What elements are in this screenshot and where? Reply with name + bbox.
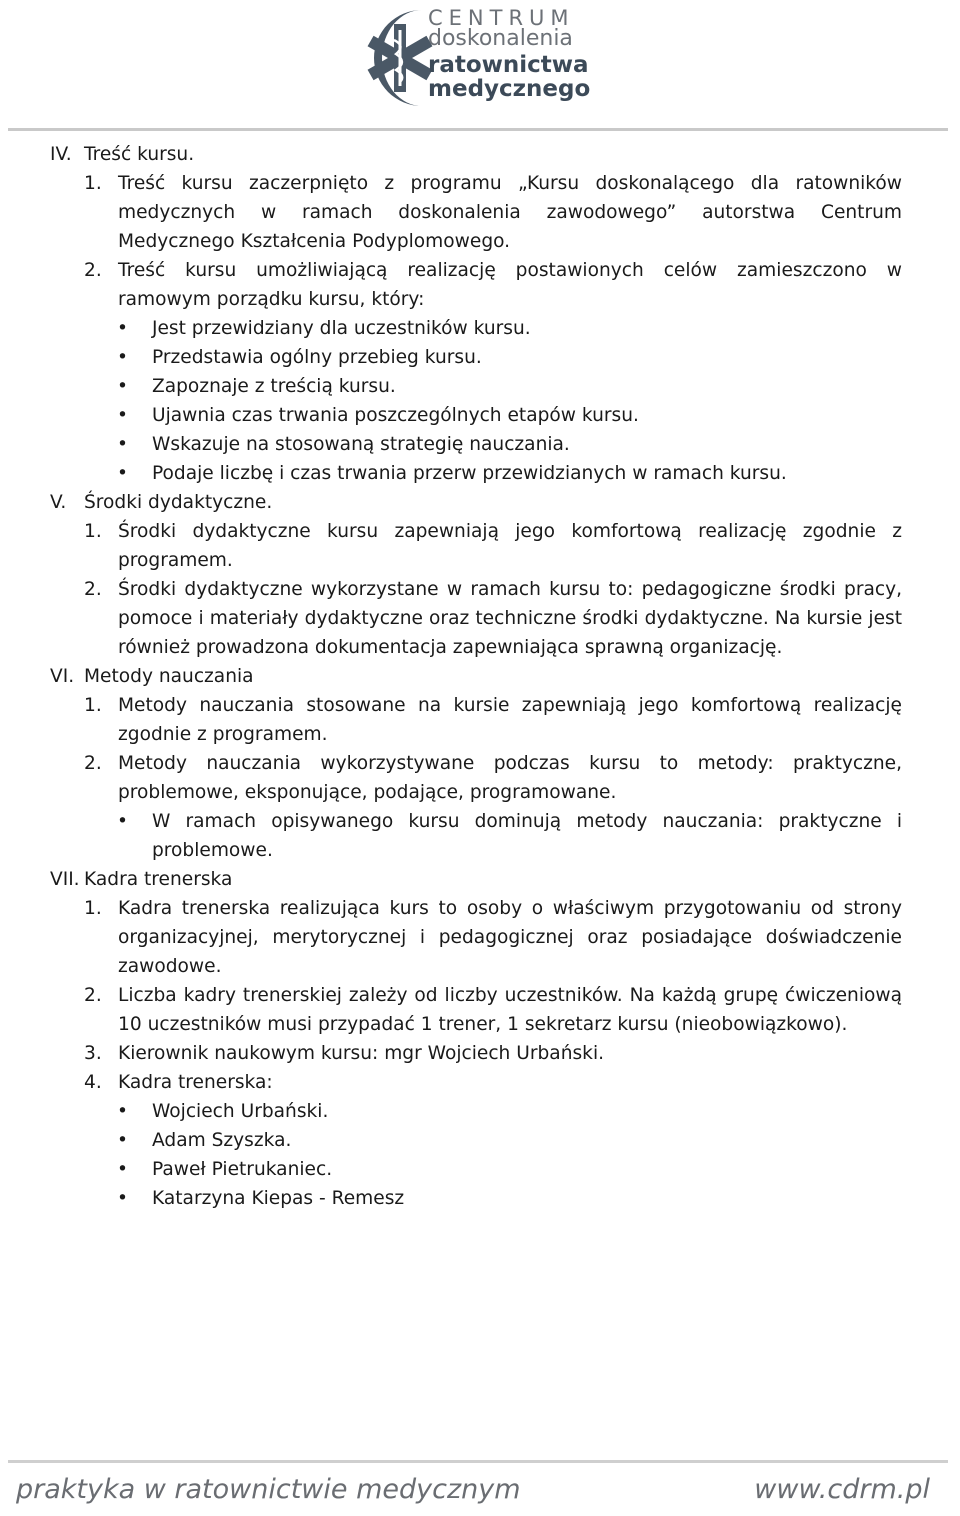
bullet-item: • Przedstawia ogólny przebieg kursu. <box>0 343 960 372</box>
bullet-item: • W ramach opisywanego kursu dominują metody nauczania: praktyczne i problemowe. <box>0 807 960 865</box>
item-number: 1. <box>84 173 102 194</box>
item-number: 2. <box>84 579 102 600</box>
logo-text-medycznego: medycznego <box>428 76 591 102</box>
item-text: Środki dydaktyczne kursu zapewniają jego komfortową realizację zgodnie z programem. <box>118 521 902 571</box>
section-numeral: VII. <box>50 869 80 890</box>
bullet-item: • Wskazuje na stosowaną strategię nauczania. <box>0 430 960 459</box>
bullet-item: • Wojciech Urbański. <box>0 1097 960 1126</box>
section-numeral: V. <box>50 492 67 513</box>
bullet-item: • Adam Szyszka. <box>0 1126 960 1155</box>
bullet-item: • Katarzyna Kiepas - Remesz <box>0 1184 960 1213</box>
item-number: 4. <box>84 1072 102 1093</box>
item-text: Środki dydaktyczne wykorzystane w ramach kursu to: pedagogiczne środki pracy, pomoce i materiały dydaktyczne oraz techniczne środki dydaktyczne. Na kursie jest również prowadzona dokumentacja zapewniająca sprawną organizację. <box>118 579 902 658</box>
item-text: Metody nauczania stosowane na kursie zapewniają jego komfortową realizację zgodnie z programem. <box>118 695 902 745</box>
document-body <box>0 140 960 1213</box>
bullet-item: • Ujawnia czas trwania poszczególnych etapów kursu. <box>0 401 960 430</box>
logo-text-ratownictwa: ratownictwa <box>428 52 589 78</box>
logo-text-centrum: CENTRUM <box>428 6 575 30</box>
logo-text-doskonalenia: doskonalenia <box>428 26 573 51</box>
section-numeral: IV. <box>50 144 72 165</box>
bullet-item: • Jest przewidziany dla uczestników kursu. <box>0 314 960 343</box>
list-item <box>0 256 960 314</box>
page-header <box>0 0 960 132</box>
section-title: Środki dydaktyczne. <box>84 492 273 513</box>
list-item <box>0 691 960 749</box>
list-item <box>0 169 960 256</box>
item-text: Kadra trenerska realizująca kurs to osoby o właściwym przygotowaniu od strony organizacyjnej, merytorycznej i pedagogicznej oraz posiadające doświadczenie zawodowe. <box>118 898 902 977</box>
list-item <box>0 981 960 1039</box>
item-text: Treść kursu zaczerpnięto z programu „Kursu doskonalącego dla ratowników medycznych w ramach doskonalenia zawodowego” autorstwa Centrum Medycznego Kształcenia Podyplomowego. <box>118 173 902 252</box>
section-title: Kadra trenerska <box>84 869 233 890</box>
list-item <box>0 575 960 662</box>
list-item <box>0 1039 960 1068</box>
footer-divider <box>8 1460 948 1463</box>
item-number: 3. <box>84 1043 102 1064</box>
section-title: Treść kursu. <box>84 144 195 165</box>
item-number: 1. <box>84 898 102 919</box>
section-title: Metody nauczania <box>84 666 254 687</box>
item-text: Liczba kadry trenerskiej zależy od liczby uczestników. Na każdą grupę ćwiczeniową 10 uczestników musi przypadać 1 trener, 1 sekretarz kursu (nieobowiązkowo). <box>118 985 902 1035</box>
list-item <box>0 894 960 981</box>
section-heading-vii <box>0 865 960 894</box>
item-text: Treść kursu umożliwiającą realizację postawionych celów zamieszczono w ramowym porządku kursu, który: <box>118 260 902 310</box>
section-heading-v <box>0 488 960 517</box>
item-number: 2. <box>84 753 102 774</box>
item-number: 2. <box>84 985 102 1006</box>
section-numeral: VI. <box>50 666 75 687</box>
list-item <box>0 517 960 575</box>
item-number: 1. <box>84 521 102 542</box>
item-text: Kadra trenerska: <box>118 1072 273 1093</box>
list-item <box>0 1068 960 1097</box>
item-number: 2. <box>84 260 102 281</box>
item-number: 1. <box>84 695 102 716</box>
header-divider <box>8 128 948 131</box>
footer-website: www.cdrm.pl <box>754 1474 930 1505</box>
item-text: Kierownik naukowym kursu: mgr Wojciech Urbański. <box>118 1043 605 1064</box>
section-heading-vi <box>0 662 960 691</box>
item-text: Metody nauczania wykorzystywane podczas kursu to metody: praktyczne, problemowe, eksponujące, podające, programowane. <box>118 753 902 803</box>
footer-tagline: praktyka w ratownictwie medycznym <box>16 1474 521 1505</box>
bullet-item: • Zapoznaje z treścią kursu. <box>0 372 960 401</box>
bullet-item: • Paweł Pietrukaniec. <box>0 1155 960 1184</box>
list-item <box>0 749 960 807</box>
bullet-item: • Podaje liczbę i czas trwania przerw przewidzianych w ramach kursu. <box>0 459 960 488</box>
section-heading-iv <box>0 140 960 169</box>
